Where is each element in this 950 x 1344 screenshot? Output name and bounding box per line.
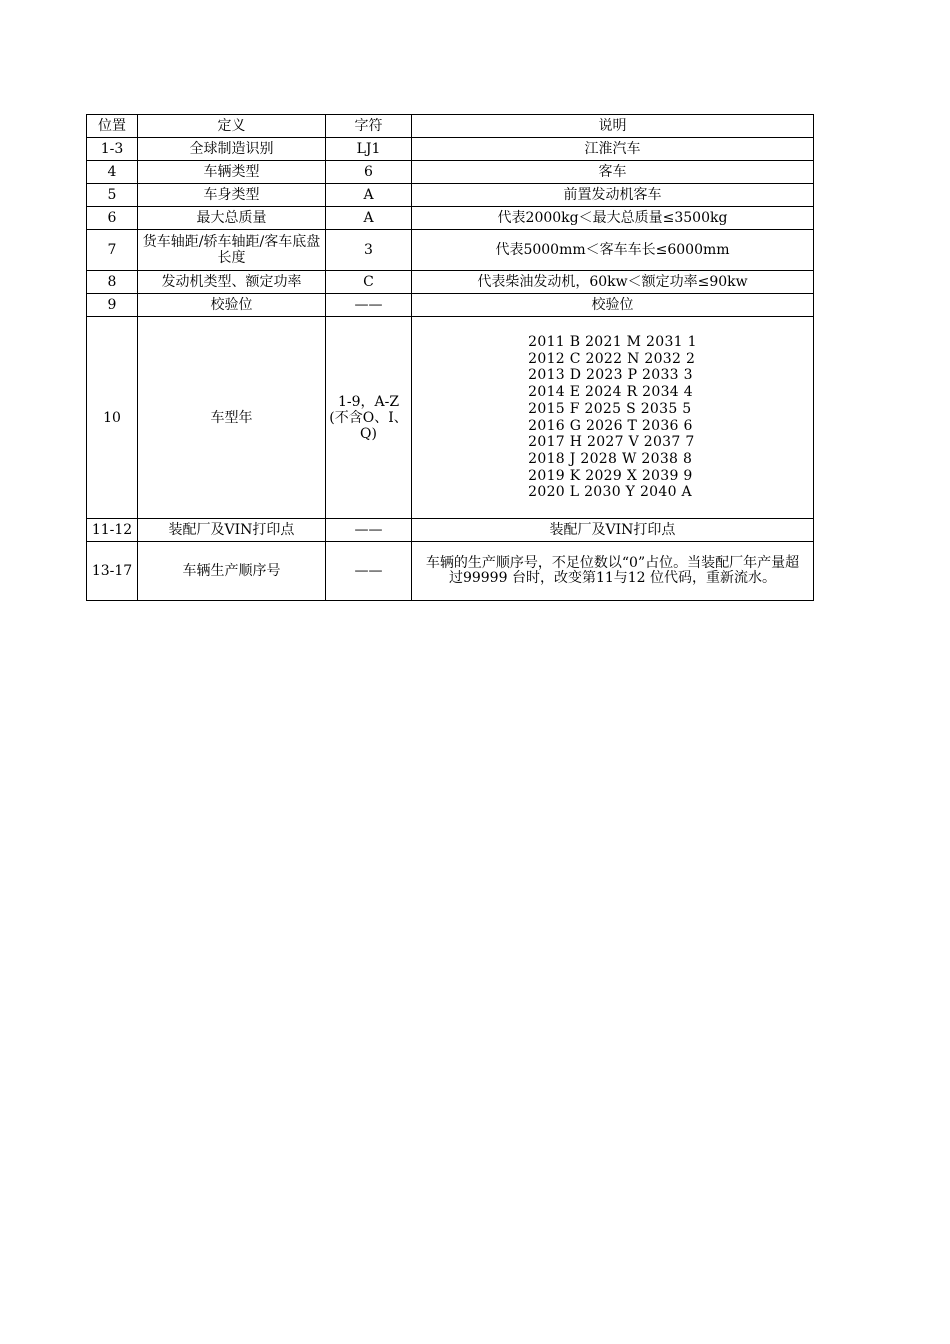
table-row [87, 184, 814, 207]
vin-code-table [86, 114, 814, 601]
cell-character: 1-9，A-Z(不含O、I、Q) [326, 317, 412, 519]
cell-character: 6 [326, 161, 412, 184]
cell-character: —— [326, 542, 412, 601]
table-row [87, 294, 814, 317]
cell-description: 前置发动机客车 [412, 184, 814, 207]
cell-position: 6 [87, 207, 138, 230]
cell-definition: 发动机类型、额定功率 [138, 271, 326, 294]
cell-character: 3 [326, 230, 412, 271]
cell-character: LJ1 [326, 138, 412, 161]
cell-definition: 车辆类型 [138, 161, 326, 184]
cell-description: 江淮汽车 [412, 138, 814, 161]
cell-position: 10 [87, 317, 138, 519]
cell-character: —— [326, 519, 412, 542]
cell-character: A [326, 184, 412, 207]
cell-description: 代表2000kg＜最大总质量≤3500kg [412, 207, 814, 230]
table-header-row [87, 115, 814, 138]
cell-definition: 车型年 [138, 317, 326, 519]
cell-description-year-codes [412, 317, 814, 519]
cell-character: C [326, 271, 412, 294]
cell-definition: 货车轴距/轿车轴距/客车底盘长度 [138, 230, 326, 271]
cell-definition: 最大总质量 [138, 207, 326, 230]
table-row [87, 519, 814, 542]
cell-position: 5 [87, 184, 138, 207]
header-description: 说明 [412, 115, 814, 138]
cell-position: 1-3 [87, 138, 138, 161]
table-row [87, 138, 814, 161]
year-code-line: 2016 G 2026 T 2036 6 [528, 417, 693, 434]
header-definition: 定义 [138, 115, 326, 138]
year-code-line: 2015 F 2025 S 2035 5 [528, 400, 692, 417]
cell-description: 装配厂及VIN打印点 [412, 519, 814, 542]
cell-definition: 校验位 [138, 294, 326, 317]
table-row [87, 207, 814, 230]
year-code-line: 2019 K 2029 X 2039 9 [528, 467, 693, 484]
table-row [87, 271, 814, 294]
year-code-line: 2017 H 2027 V 2037 7 [528, 434, 695, 451]
year-code-line: 2020 L 2030 Y 2040 A [528, 484, 692, 501]
cell-description: 代表5000mm＜客车车长≤6000mm [412, 230, 814, 271]
cell-description: 代表柴油发动机，60kw＜额定功率≤90kw [412, 271, 814, 294]
sequence-description-text: 车辆的生产顺序号，不足位数以“0”占位。当装配厂年产量超过99999 台时，改变第11与12 位代码，重新流水。 [425, 555, 800, 586]
cell-description: 客车 [412, 161, 814, 184]
year-code-line: 2012 C 2022 N 2032 2 [528, 350, 696, 367]
header-character: 字符 [326, 115, 412, 138]
table-row [87, 230, 814, 271]
table-row [87, 161, 814, 184]
year-code-line: 2013 D 2023 P 2033 3 [528, 367, 693, 384]
year-code-line: 2011 B 2021 M 2031 1 [528, 333, 697, 350]
year-code-line: 2014 E 2024 R 2034 4 [528, 384, 693, 401]
header-position: 位置 [87, 115, 138, 138]
year-code-line: 2018 J 2028 W 2038 8 [528, 450, 693, 467]
table-row [87, 542, 814, 601]
cell-description [412, 542, 814, 601]
cell-definition: 车辆生产顺序号 [138, 542, 326, 601]
cell-position: 9 [87, 294, 138, 317]
cell-character: —— [326, 294, 412, 317]
cell-position: 13-17 [87, 542, 138, 601]
cell-position: 11-12 [87, 519, 138, 542]
cell-position: 7 [87, 230, 138, 271]
cell-definition: 全球制造识别 [138, 138, 326, 161]
cell-definition: 车身类型 [138, 184, 326, 207]
cell-position: 8 [87, 271, 138, 294]
cell-description: 校验位 [412, 294, 814, 317]
cell-position: 4 [87, 161, 138, 184]
cell-definition: 装配厂及VIN打印点 [138, 519, 326, 542]
table-row [87, 317, 814, 519]
cell-character: A [326, 207, 412, 230]
year-code-grid [528, 334, 697, 501]
